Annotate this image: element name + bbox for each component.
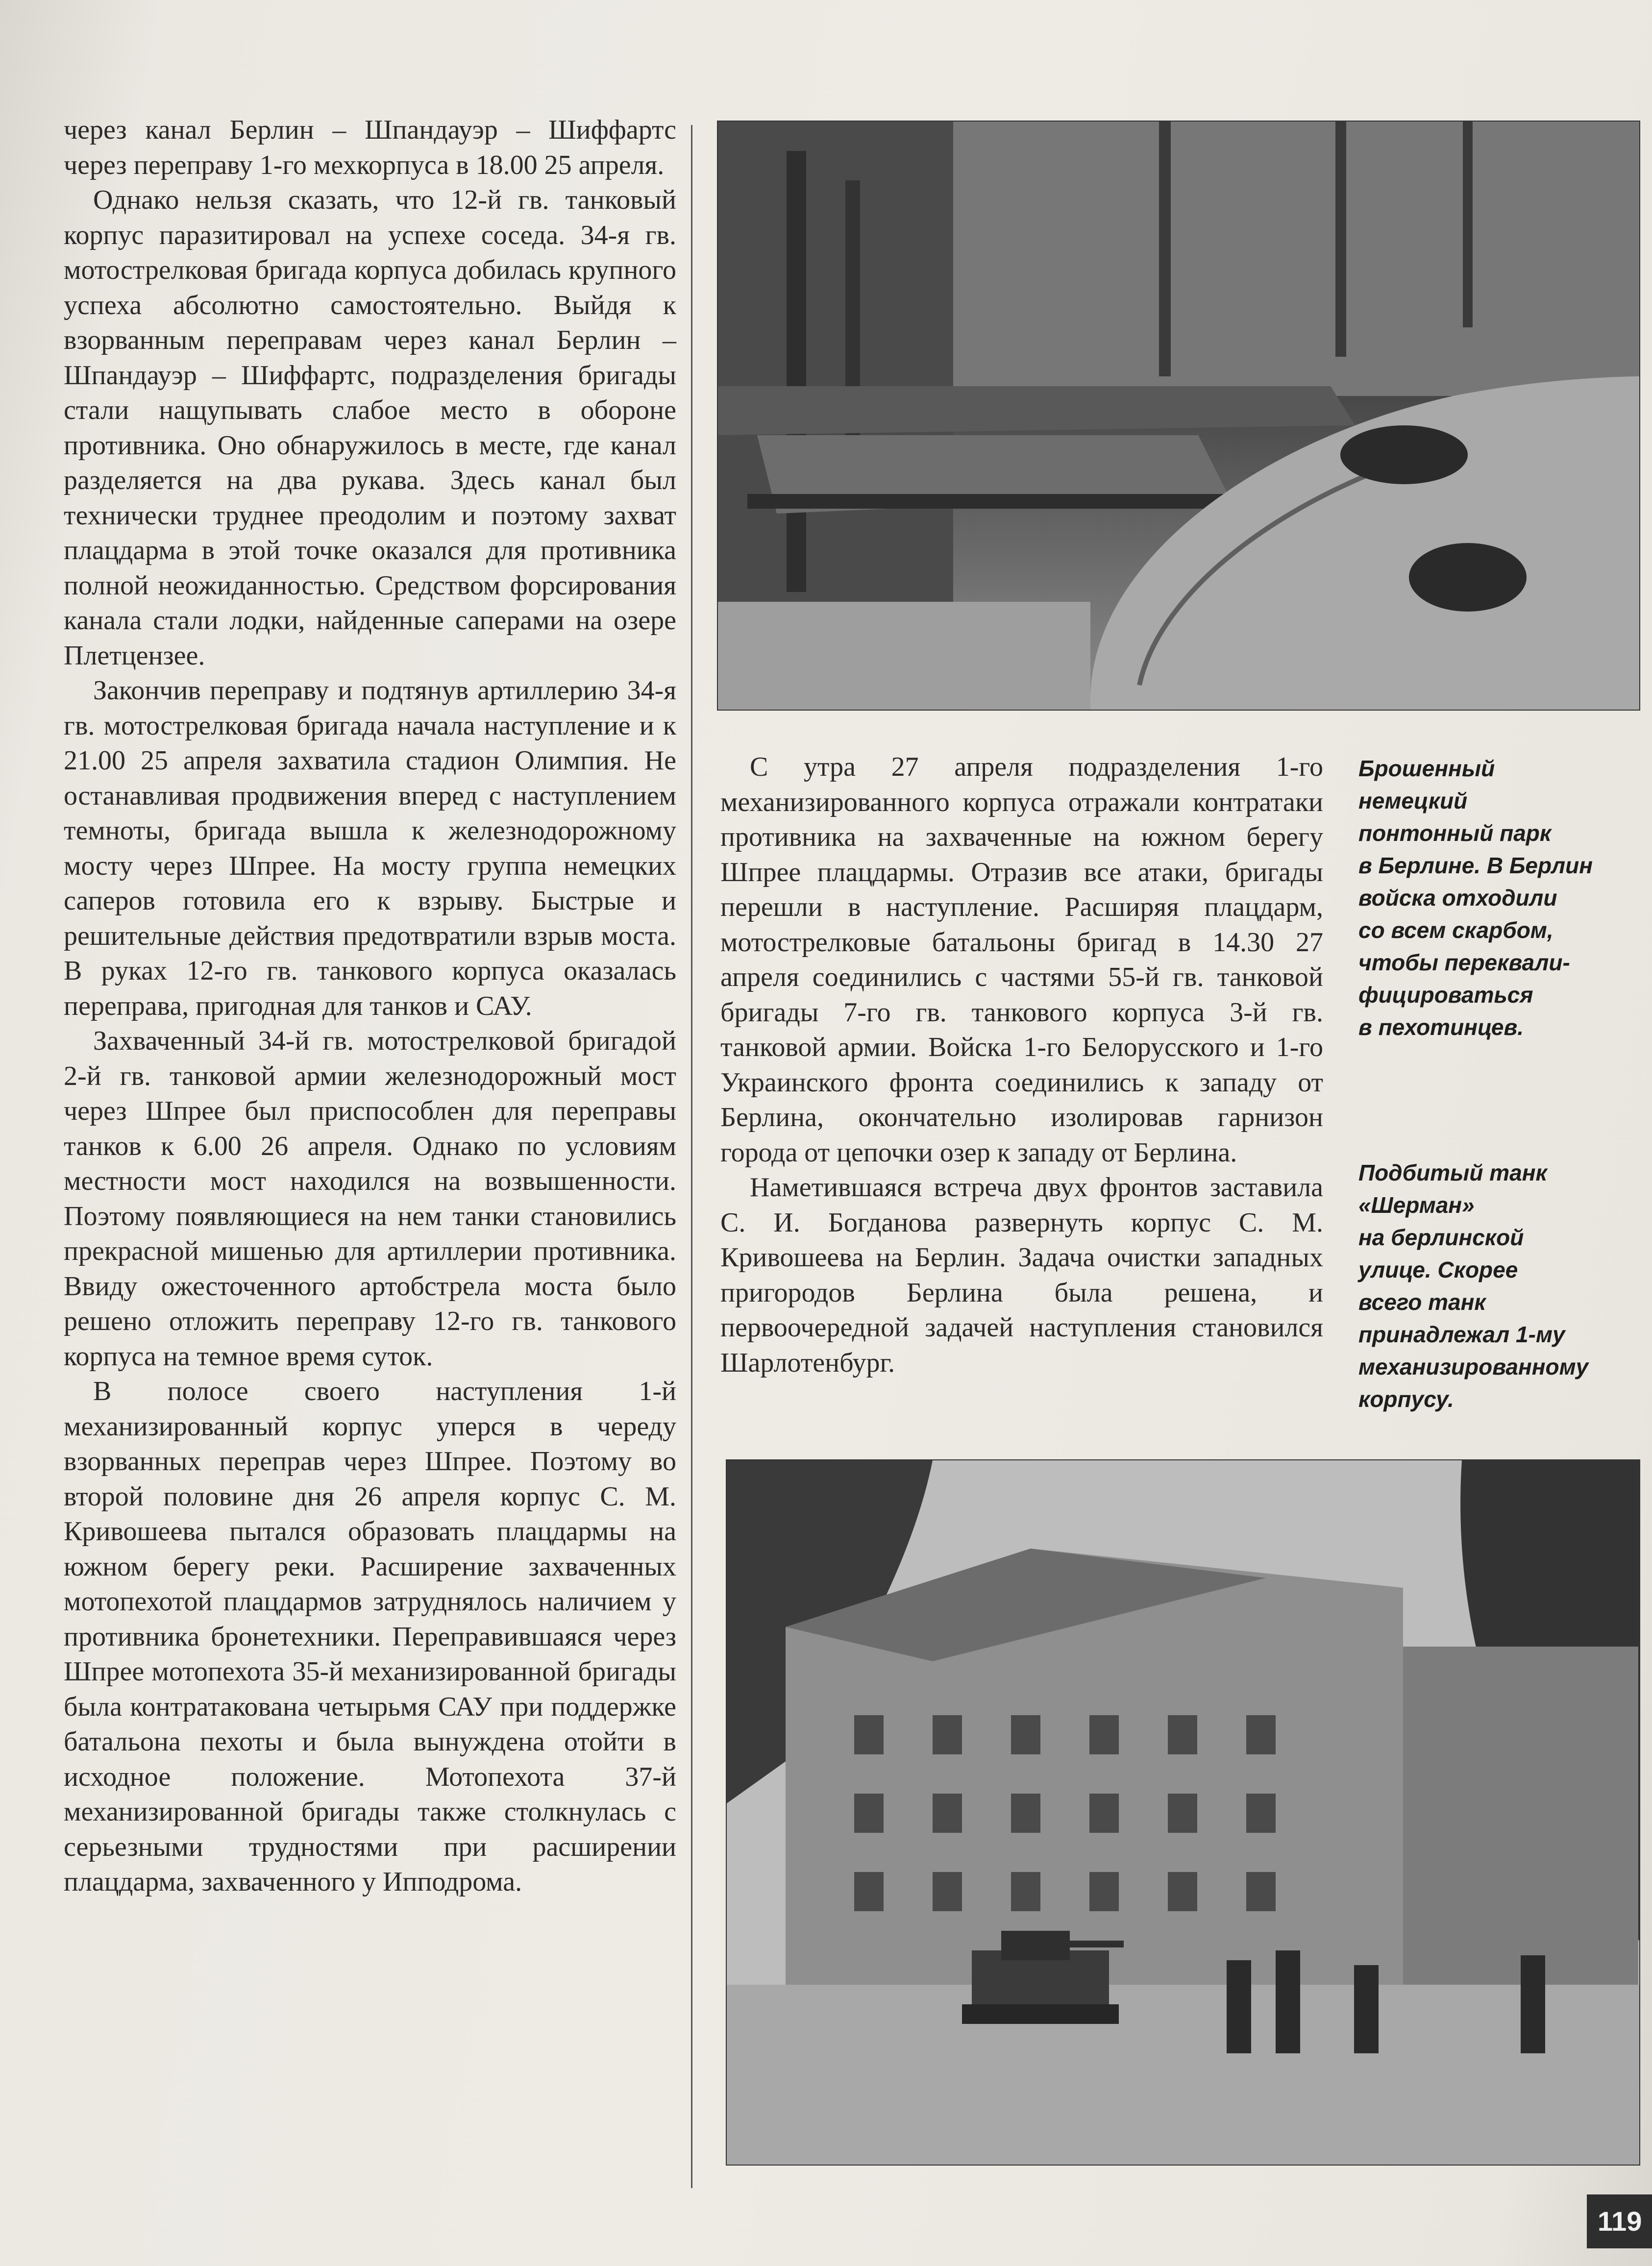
photo-sherman-tank: [727, 1460, 1639, 2165]
paragraph: В полосе своего наступления 1-й механизированный корпус уперся в череду взорванных переправ через Шпрее. Поэтому во второй половине дня 26 апреля корпус С. М. Кривошеева пытался образовать плацдармы на южном берегу реки. Расширение захваченных мотопехотой плацдармов затруднялось наличием у противника бронетехники. Переправившаяся через Шпрее мотопехота 35-й механизированной бригады была контратакована четырьмя САУ при поддержке батальона пехоты и была вынуждена отойти в исходное положение. Мотопехота 37-й механизированной бригады также столкнулась с серьезными трудностями при расширении плацдарма, захваченного у Ипподрома.: [64, 1376, 676, 1897]
photo-pontoon-park: [718, 122, 1639, 710]
photo-caption-bottom: Подбитый танк «Шерман» на берлинской улице. Скорее всего танк принадлежал 1-му механизированному корпусу.: [1358, 1160, 1589, 1412]
paragraph: С утра 27 апреля подразделения 1-го механизированного корпуса отражали контратаки противника на захваченные на южном берегу Шпрее плацдармы. Отразив все атаки, бригады перешли в наступление. Расширяя плацдарм, мотострелковые батальоны бригад в 14.30 27 апреля соединились с частями 55-й гв. танковой бригады 7-го гв. танкового корпуса 3-й гв. танковой армии. Войска 1-го Белорусского и 1-го Украинского фронта соединились к западу от Берлина, окончательно изолировав гарнизон города от цепочки озер к западу от Берлина.: [720, 752, 1323, 1168]
photo-caption-top: Брошенный немецкий понтонный парк в Берлине. В Берлин войска отходили со всем скарбом, чтобы переквали- фицироваться в пехотинцев.: [1358, 756, 1593, 1040]
paragraph: Захваченный 34-й гв. мотострелковой бригадой 2-й гв. танковой армии железнодорожный мост через Шпрее был приспособлен для переправы танков к 6.00 26 апреля. Однако по условиям местности мост находился на возвышенности. Поэтому появляющиеся на нем танки становились прекрасной мишенью для артиллерии противника. Ввиду ожесточенного артобстрела моста было решено отложить переправу 12-го гв. танкового корпуса на темное время суток.: [64, 1026, 676, 1372]
left-text-column: [64, 113, 676, 1900]
paragraph: Однако нельзя сказать, что 12-й гв. танковый корпус паразитировал на успехе соседа. 34-я гв. мотострелковая бригада корпуса добилась крупного успеха абсолютно самостоятельно. Выйдя к взорванным переправам через канал Берлин – Шпандауэр – Шиффартс, подразделения бригады стали нащупывать слабое место в обороне противника. Оно обнаружилось в месте, где канал разделяется на два рукава. Здесь канал был технически труднее преодолим и поэтому захват плацдарма в этой точке оказался для противника полной неожиданностью. Средством форсирования канала стали лодки, найденные саперами на озере Плетцензее.: [64, 185, 676, 671]
paragraph: Наметившаяся встреча двух фронтов заставила С. И. Богданова развернуть корпус С. М. Кривошеева на Берлин. Задача очистки западных пригородов Берлина была решена, и первоочередной задачей наступления становился Шарлотенбург.: [720, 1172, 1323, 1378]
page-number: 119: [1587, 2194, 1652, 2248]
middle-text-column: [720, 750, 1323, 1380]
paragraph: Закончив переправу и подтянув артиллерию 34-я гв. мотострелковая бригада начала наступление и к 21.00 25 апреля захватила стадион Олимпия. Не останавливая продвижения вперед с наступлением темноты, бригада вышла к железнодорожному мосту через Шпрее. На мосту группа немецких саперов готовила его к взрыву. Быстрые и решительные действия предотвратили взрыв моста. В руках 12-го гв. танкового корпуса оказалась переправа, пригодная для танков и САУ.: [64, 675, 676, 1021]
column-divider: [691, 125, 692, 2188]
paragraph: через канал Берлин – Шпандауэр – Шиффартс через переправу 1-го мехкорпуса в 18.00 25 апреля.: [64, 115, 676, 180]
